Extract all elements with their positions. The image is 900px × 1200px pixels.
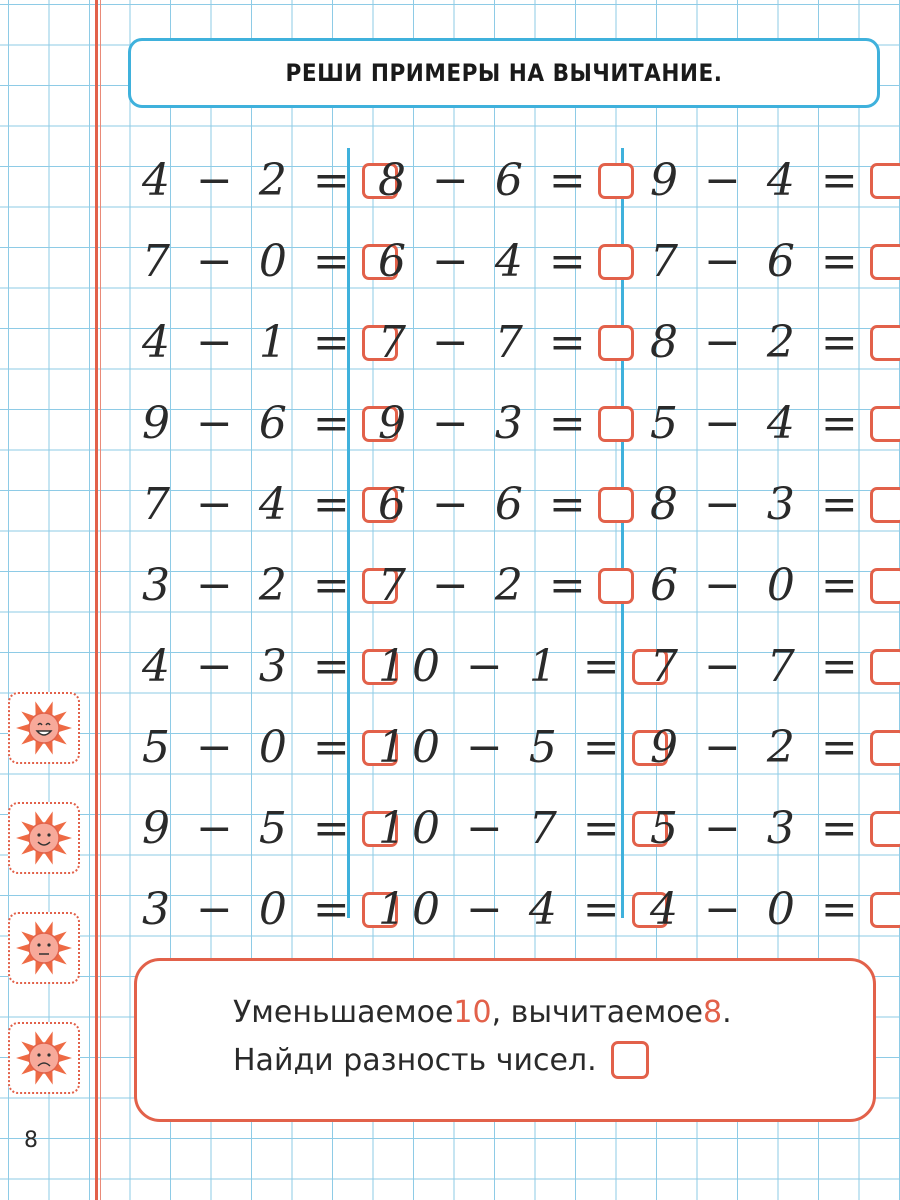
instruction-header [128,38,880,108]
example-row [142,383,398,464]
answer-box[interactable] [870,649,900,685]
example-row [142,545,398,626]
answer-box[interactable] [598,163,634,199]
example-expression: 9 − 3 = [378,398,592,449]
word-problem-text: , вычитаемое [491,995,704,1030]
example-expression: 3 − 0 = [142,884,356,935]
example-row [650,383,900,464]
word-problem-question: Найди разность чисел. [233,1042,597,1078]
answer-box[interactable] [870,892,900,928]
example-row [142,869,398,950]
example-row [378,869,668,950]
example-expression: 9 − 6 = [142,398,356,449]
example-row [378,788,668,869]
example-row [142,626,398,707]
example-expression: 6 − 6 = [378,479,592,530]
example-row [142,464,398,545]
example-expression: 4 − 3 = [142,641,356,692]
example-expression: 9 − 2 = [650,722,864,773]
example-expression: 10 − 7 = [378,803,626,854]
page-number: 8 [24,1128,38,1153]
neutral-sun-icon [12,916,76,980]
example-row [142,302,398,383]
answer-box[interactable] [598,487,634,523]
example-expression: 8 − 3 = [650,479,864,530]
example-expression: 7 − 0 = [142,236,356,287]
example-expression: 5 − 3 = [650,803,864,854]
answer-box[interactable] [870,244,900,280]
example-expression: 5 − 0 = [142,722,356,773]
example-row [378,302,668,383]
instruction-title: РЕШИ ПРИМЕРЫ НА ВЫЧИТАНИЕ. [285,59,723,87]
example-expression: 7 − 7 = [650,641,864,692]
notebook-margin-line-inner [100,0,101,1200]
answer-box[interactable] [598,406,634,442]
answer-box[interactable] [870,325,900,361]
example-expression: 7 − 2 = [378,560,592,611]
example-expression: 6 − 4 = [378,236,592,287]
mood-card-sad[interactable] [8,1022,80,1094]
mood-card-neutral[interactable] [8,912,80,984]
answer-box[interactable] [598,244,634,280]
example-expression: 8 − 6 = [378,155,592,206]
examples-column-2 [378,140,668,950]
word-problem-text: Уменьшаемое [233,995,454,1030]
example-expression: 7 − 6 = [650,236,864,287]
answer-box[interactable] [598,568,634,604]
example-row [142,140,398,221]
example-row [378,383,668,464]
answer-box[interactable] [870,487,900,523]
example-row [650,545,900,626]
example-expression: 4 − 2 = [142,155,356,206]
mood-card-happy[interactable] [8,802,80,874]
example-expression: 10 − 5 = [378,722,626,773]
example-row [650,302,900,383]
notebook-margin-line [95,0,98,1200]
example-row [378,626,668,707]
examples-column-1 [142,140,398,950]
word-problem-line-1 [233,995,732,1030]
example-row [378,464,668,545]
answer-box[interactable] [870,811,900,847]
sad-sun-icon [12,1026,76,1090]
answer-box[interactable] [598,325,634,361]
example-row [650,707,900,788]
example-row [650,626,900,707]
example-row [378,545,668,626]
word-problem-text: . [722,995,732,1030]
example-row [378,221,668,302]
example-expression: 9 − 4 = [650,155,864,206]
example-row [650,869,900,950]
example-row [142,788,398,869]
examples-column-3 [650,140,900,950]
word-problem-line-2 [233,1041,649,1079]
answer-box[interactable] [870,163,900,199]
example-expression: 5 − 4 = [650,398,864,449]
example-expression: 3 − 2 = [142,560,356,611]
example-row [650,464,900,545]
example-expression: 10 − 4 = [378,884,626,935]
example-expression: 7 − 4 = [142,479,356,530]
example-row [650,140,900,221]
example-row [142,707,398,788]
example-expression: 7 − 7 = [378,317,592,368]
example-expression: 8 − 2 = [650,317,864,368]
example-row [650,788,900,869]
mood-card-very-happy[interactable] [8,692,80,764]
example-expression: 10 − 1 = [378,641,626,692]
happy-sun-icon [12,806,76,870]
answer-box[interactable] [870,568,900,604]
example-expression: 4 − 1 = [142,317,356,368]
difference-answer-box[interactable] [611,1041,649,1079]
example-expression: 9 − 5 = [142,803,356,854]
subtrahend-value: 8 [703,995,723,1030]
example-row [378,140,668,221]
example-row [142,221,398,302]
example-row [378,707,668,788]
minuend-value: 10 [453,995,492,1030]
answer-box[interactable] [870,730,900,766]
word-problem-box [134,958,876,1122]
example-expression: 4 − 0 = [650,884,864,935]
answer-box[interactable] [870,406,900,442]
very-happy-sun-icon [12,696,76,760]
example-row [650,221,900,302]
example-expression: 6 − 0 = [650,560,864,611]
